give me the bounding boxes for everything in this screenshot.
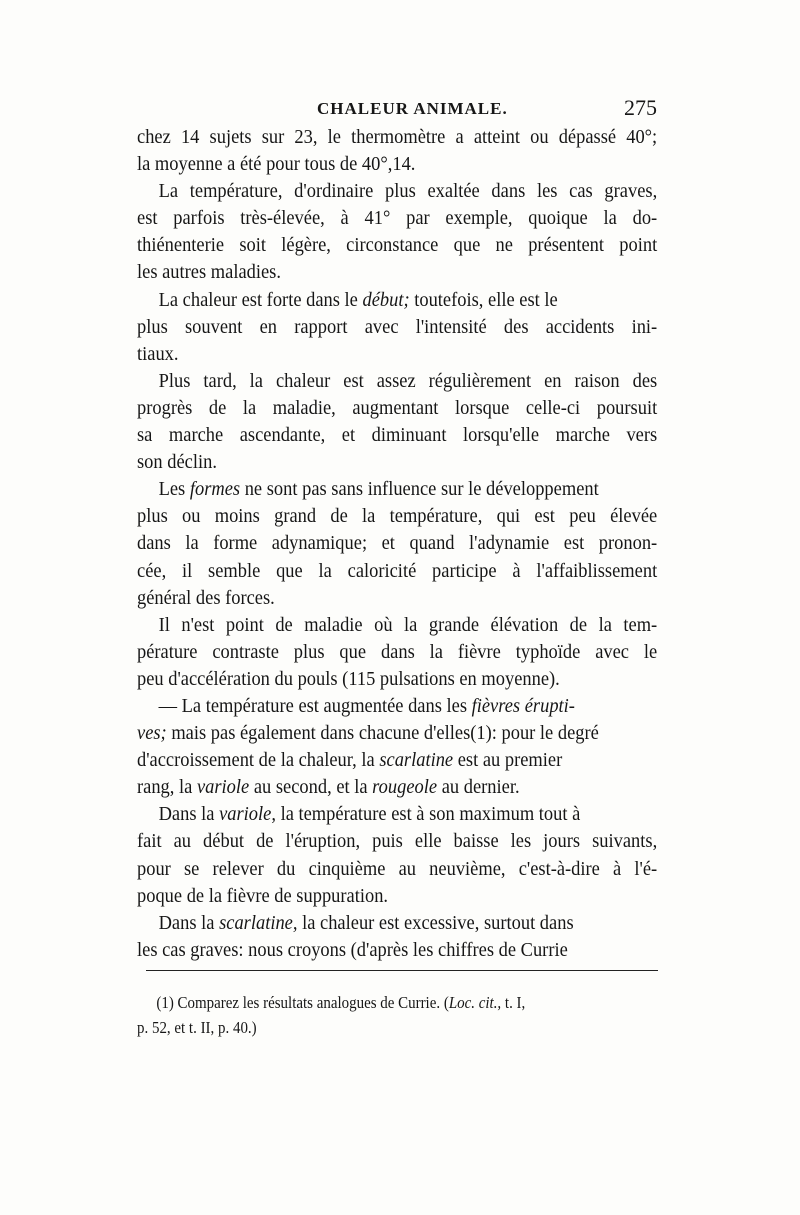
text-line: est parfois très-élevée, à 41° par exemple, quoique la do- [137,207,658,230]
footnote-line: (1) Comparez les résultats analogues de Currie. (Loc. cit., t. I, [156,993,526,1012]
text-line: ves; mais pas également dans chacune d'elles(1): pour le degré [137,722,599,745]
footnote-divider [146,970,658,971]
page-number: 275 [624,95,657,120]
text-line: cée, il semble que la caloricité participe à l'affaiblissement [137,559,658,582]
italic-term: formes [189,478,241,501]
text-line: dans la forme adynamique; et quand l'adynamie est pronon- [137,532,658,555]
page-header [137,95,657,125]
text-line: pérature contraste plus que dans la fièvre typhoïde avec le [137,640,658,663]
paragraph-start: La chaleur est forte dans le début; toutefois, elle est le [158,288,558,311]
italic-term: fièvres érupti- [471,694,575,717]
text-line: tiaux. [137,342,179,365]
text-line: plus ou moins grand de la température, qui est peu élevée [137,505,658,528]
text-line: plus souvent en rapport avec l'intensité des accidents ini- [137,315,658,338]
body-text [137,124,657,964]
text-line: fait au début de l'éruption, puis elle baisse les jours suivants, [137,830,658,853]
text-line: sa marche ascendante, et diminuant lorsqu'elle marche vers [137,424,658,447]
text-line: d'accroissement de la chaleur, la scarlatine est au premier [137,749,563,772]
footnote [137,990,656,1040]
italic-term: Loc. cit., [448,993,502,1012]
running-title: CHALEUR ANIMALE. [317,99,508,118]
paragraph-start: Dans la variole, la température est à son maximum tout à [158,803,581,826]
italic-term: scarlatine [379,749,454,772]
paragraph-start: Il n'est point de maladie où la grande élévation de la tem- [158,613,658,636]
paragraph-start: La température, d'ordinaire plus exaltée dans les cas graves, [158,180,658,203]
text-line: poque de la fièvre de suppuration. [137,884,389,907]
text-line: peu d'accélération du pouls (115 pulsations en moyenne). [137,667,560,690]
text-line: son déclin. [137,451,217,474]
italic-term: scarlatine, [219,911,298,934]
text-line: les cas graves: nous croyons (d'après les chiffres de Currie [137,938,568,961]
italic-term: variole, [219,803,276,826]
italic-term: variole [196,776,250,799]
italic-term: début; [362,288,410,311]
italic-term: ves; [137,722,167,745]
text-line: les autres maladies. [137,261,281,284]
paragraph-start: Les formes ne sont pas sans influence sur le développement [158,478,599,501]
text-line: pour se relever du cinquième au neuvième, c'est-à-dire à l'é- [137,857,658,880]
text-line: chez 14 sujets sur 23, le thermomètre a atteint ou dépassé 40°; [137,126,658,148]
text-line: rang, la variole au second, et la rougeole au dernier. [137,776,520,799]
footnote-line: p. 52, et t. II, p. 40.) [137,1018,257,1037]
italic-term: rougeole [372,776,438,799]
paragraph-start: Dans la scarlatine, la chaleur est excessive, surtout dans [158,911,574,934]
text-line: thiénenterie soit légère, circonstance que ne présentent point [137,234,658,257]
paragraph-start: — La température est augmentée dans les fièvres érupti- [158,694,575,717]
paragraph-start: Plus tard, la chaleur est assez régulièrement en raison des [158,369,658,392]
text-line: la moyenne a été pour tous de 40°,14. [137,153,416,176]
text-line: général des forces. [137,586,275,609]
text-line: progrès de la maladie, augmentant lorsque celle-ci poursuit [137,396,658,419]
